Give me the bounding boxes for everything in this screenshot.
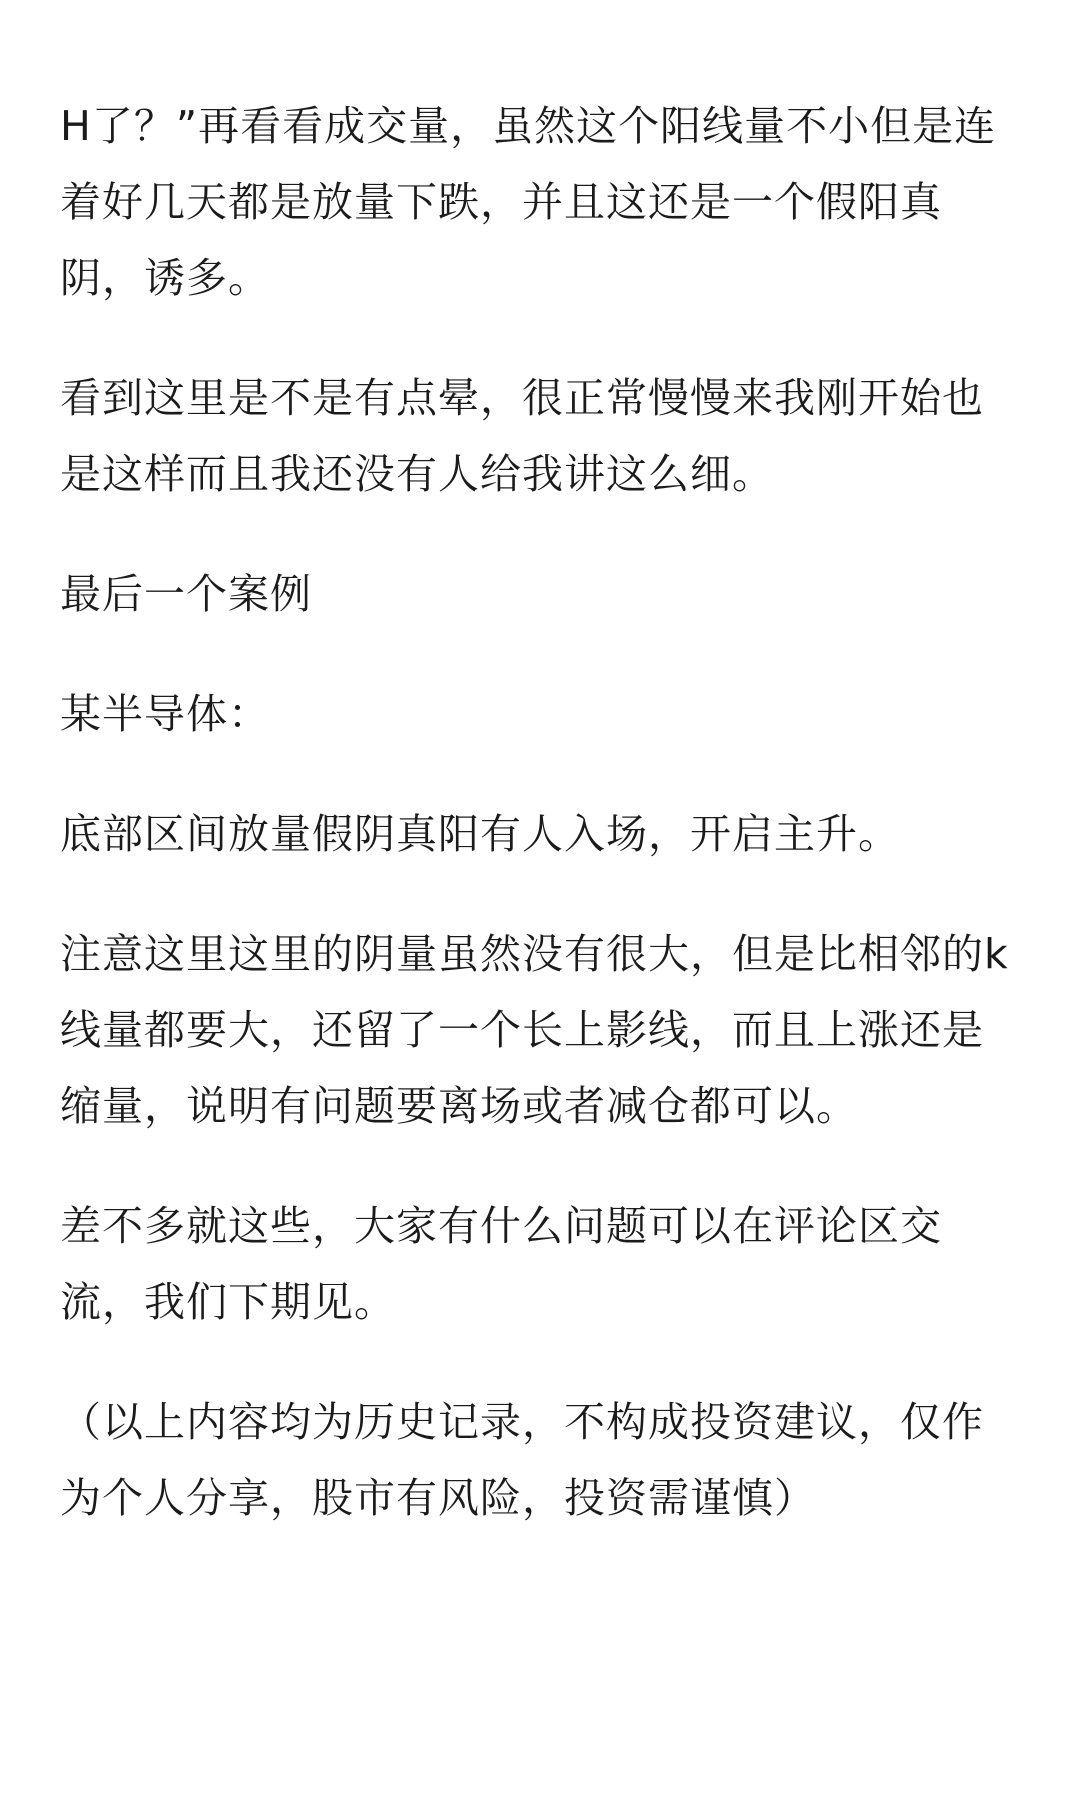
paragraph-reassurance: 看到这里是不是有点晕，很正常慢慢来我刚开始也是这样而且我还没有人给我讲这么细。 — [60, 374, 984, 498]
paragraph-last-case-heading: 最后一个案例 — [60, 570, 312, 618]
paragraph-closing: 差不多就这些，大家有什么问题可以在评论区交流，我们下期见。 — [60, 1202, 942, 1326]
paragraph-warning-note: 注意这里这里的阴量虽然没有很大，但是比相邻的k线量都要大，还留了一个长上影线，而且上涨还是缩量，说明有问题要离场或者减仓都可以。 — [60, 930, 1009, 1130]
paragraph-case-subject: 某半导体： — [60, 690, 270, 738]
paragraph-volume-analysis: H了？”再看看成交量，虽然这个阳线量不小但是连着好几天都是放量下跌，并且这还是一个假阳真阴，诱多。 — [60, 102, 997, 302]
article-body — [60, 88, 1020, 1536]
paragraph-disclaimer: （以上内容均为历史记录，不构成投资建议，仅作为个人分享，股市有风险，投资需谨慎） — [60, 1398, 984, 1522]
paragraph-bottom-entry: 底部区间放量假阴真阳有人入场，开启主升。 — [60, 810, 900, 858]
